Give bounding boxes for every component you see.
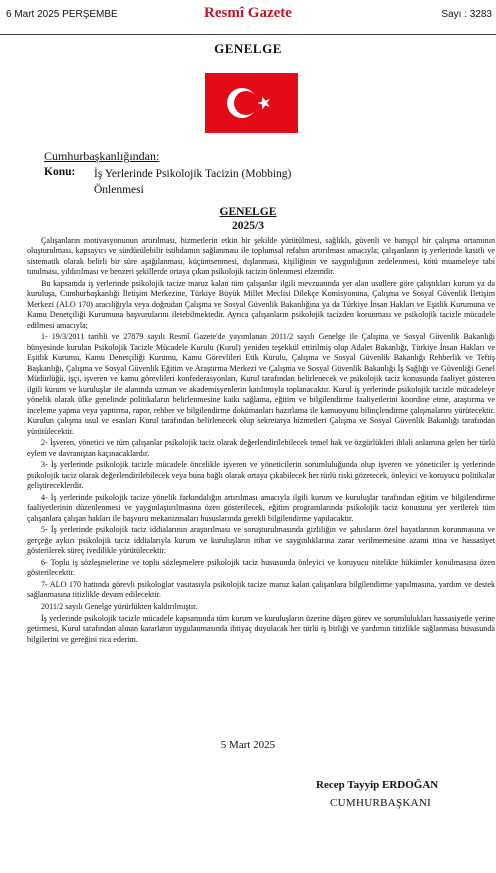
signer-name: Recep Tayyip ERDOĞAN — [316, 779, 439, 791]
document-title: GENELGE — [219, 206, 277, 218]
body-paragraph: 4- İş yerlerinde psikolojik tacize yönelik farkındalığın artırılması amacıyla ilgili kurum ve kuruluşlar tarafından eğitim ve bilgilendirme faaliyetlerinin düzenlenmesi ve yaygınlaştırılmasına özen gösterilecek, eğitim programlarında psikolojik taciz konusuna yer verilerek tüm çalışanlara çalışan hakları ile başvuru mekanizmaları hususlarında gerekli bilgilendirme yapılacaktır. — [27, 492, 495, 523]
body-paragraph: 6- Toplu iş sözleşmelerine ve toplu sözleşmelere psikolojik taciz hususunda önleyici ve koruyucu nitelikte hükümler konulmasına özen gösterilecektir. — [27, 557, 495, 578]
body-paragraph: Çalışanların motivasyonunun artırılması, hizmetlerin etkin bir şekilde yürütülmesi, sağlıklı, güvenli ve barışçıl bir çalışma ortamının oluşturulması, kapsayıcı ve sürdürülebilir istihdamın sağlanması ile toplumsal refahın artırılması amacıyla; çalışanların iş yerlerinde kasıtlı ve sistematik olarak belirli bir süre aşağılanması, küçümsenmesi, dışlanması, kişiliğinin ve saygınlığının zedelenmesi, kötü muameleye tabi tutulması, yıldırılması ve benzeri şekillerde ortaya çıkan psikolojik tacizin önlenmesi elzemdir. — [27, 236, 495, 277]
body-paragraph: 5- İş yerlerinde psikolojik taciz iddialarının araştırılması ve soruşturulmasında gizliliğin ve şahısların özel hayatlarının korunmasına ve gerçeğe aykırı psikolojik taciz iddialarıyla kurum ve kuruluşların itibar ve saygınlıklarına zarar verilmemesine azami itina ve hassasiyet gösterilerek süreç ivedilikle yürütülecektir. — [27, 525, 495, 556]
subject-text: İş Yerlerinde Psikolojik Tacizin (Mobbing) Önlenmesi — [94, 168, 292, 196]
body-paragraph: 7- ALO 170 hattında görevli psikologlar vasıtasıyla psikolojik tacize maruz kalan çalışanlara bilgilendirme yapılmasına, yardım ve destek sağlanmasına titizlikle devam edilecektir. — [27, 580, 495, 600]
signature-date: 5 Mart 2025 — [220, 739, 276, 751]
turkish-flag-icon — [205, 73, 298, 133]
document-body — [27, 236, 495, 734]
header-date: 6 Mart 2025 PERŞEMBE — [6, 9, 118, 20]
body-paragraph: 3- İş yerlerinde psikolojik tacizle mücadele öncelikle işveren ve yöneticilerin sorumluluğunda olup işveren ve yöneticiler iş yerlerinde psikolojik taciz olarak değerlendirilebilecek veya buna bağlı olarak ortaya çıkabilecek her türlü riski gözetecek, önleyici ve koruyucu politikalar geliştireceklerdir. — [27, 460, 495, 491]
gazette-header — [0, 0, 496, 35]
body-paragraph: İş yerlerinde psikolojik tacizle mücadele kapsamında tüm kurum ve kuruluşların üzerine düşen görev ve sorumlulukları hassasiyetle yerine getirmesi, Kurul tarafından alınan kararların uygulanmasında ihtiyaç duyulacak her türlü iş birliği ve yardımın titizlikle sağlanması hususunda bilgilerini ve gereğini rica ederim. — [27, 613, 495, 644]
document-type-heading: GENELGE — [214, 41, 282, 56]
document-number: 2025/3 — [232, 220, 264, 232]
gazette-name: Resmî Gazete — [204, 5, 292, 21]
issuer-label: Cumhurbaşkanlığından: — [44, 149, 160, 163]
signer-title: CUMHURBAŞKANI — [330, 797, 432, 809]
issue-number: Sayı : 3283 — [441, 9, 492, 20]
subject-label: Konu: — [44, 166, 76, 178]
body-paragraph: 2- İşveren, yönetici ve tüm çalışanlar psikolojik taciz olarak değerlendirilebilecek temel hak ve özgürlükleri ihlali anlamına gelen her türlü eylem ve davranıştan kaçınacaklardır. — [27, 438, 495, 458]
body-paragraph: Bu kapsamda iş yerlerinde psikolojik tacize maruz kalan tüm çalışanlar ilgili mevzuatında yer alan usullere göre çalıştıkları kurum ya da kuruluşa, Cumhurbaşkanlığı İletişim Merkezine, Türkiye Büyük Millet Meclisi Dilekçe Komisyonuna, Çalışma ve Sosyal Güvenlik İletişim Merkezi (ALO 170) aracılığıyla veya doğrudan Çalışma ve Sosyal Güvenlik Bakanlığına ya da Türkiye İnsan Hakları ve Eşitlik Kurumuna ve Kamu Denetçiliği Kurumuna başvurularını iletebilmektedir. Ayrıca çalışanların psikolojik tacizden korunması ve psikolojik tacizle mücadele edilmesi amacıyla; — [27, 279, 495, 330]
body-paragraph: 1- 19/3/2011 tarihli ve 27879 sayılı Resmî Gazete'de yayımlanan 2011/2 sayılı Genelge ile Çalışma ve Sosyal Güvenlik Bakanlığı bünyesinde kurulan Psikolojik Tacizle Mücadele Kurulu (Kurul) yeniden teşekkül ettirilmiş olup Adalet Bakanlığı, Türkiye İnsan Hakları ve Eşitlik Kurumu, Kamu Denetçiliği Kurumu, Kamu Görevlileri Etik Kurulu, Çalışma ve Sosyal Güvenlik Bakanlığı Rehberlik ve Teftiş Başkanlığı, Çalışma ve Sosyal Güvenlik Eğitim ve Araştırma Merkezi ve Çalışma ve Sosyal Güvenlik Bakanlığı İş Sağlığı ve Güvenliği Genel Müdürlüğü, işçi, işveren ve kamu görevlileri konfederasyonları, Kurul tarafından belirlenecek ve psikolojik taciz konusunda faaliyet gösteren ilgili kurum ve kuruluşlar ile alanında uzman ve akademisyenlerin katılımıyla toplanacaktır. Kurul iş yerlerinde psikolojik tacizle mücadeleye yönelik olarak ülke genelinde politikaların belirlenmesine katkı sağlama, eğitim ve bilgilendirme faaliyetlerini koordine etme, araştırma ve inceleme yapma veya yaptırma, rapor, rehber ve bilgilendirme dokümanları hazırlama ile kamuoyunu bilinçlendirme çalışmalarını yürütecektir. Kurulun çalışma usul ve esasları Kurul tarafından belirlenecek olup sekretarya hizmetleri Çalışma ve Sosyal Güvenlik Bakanlığı tarafından yürütülecektir. — [27, 332, 495, 436]
body-paragraph: 2011/2 sayılı Genelge yürürlükten kaldırılmıştır. — [41, 602, 198, 612]
